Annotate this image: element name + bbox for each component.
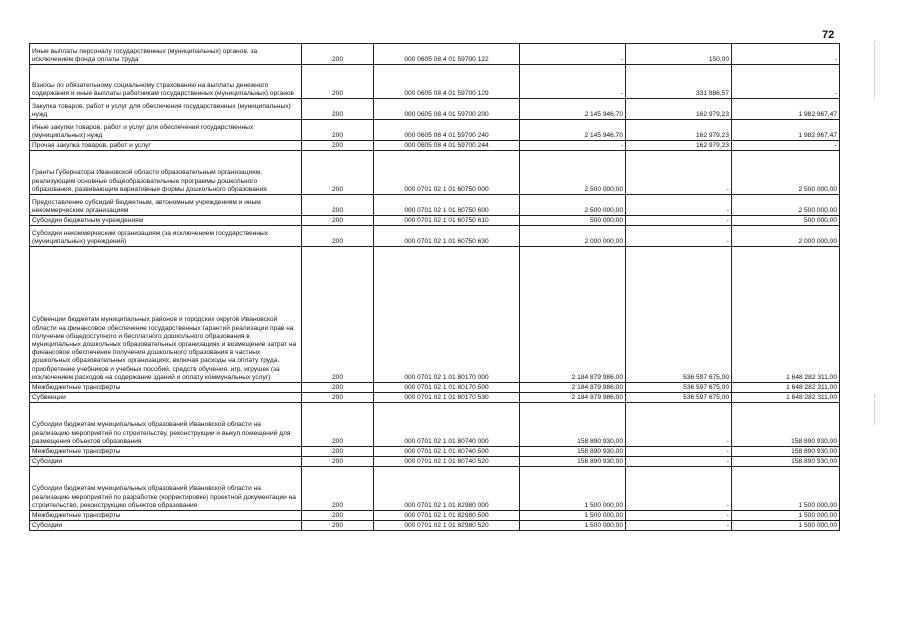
row-value-2: -: [626, 511, 732, 521]
row-value-1: 158 890 930,00: [520, 447, 626, 457]
table-row: [30, 195, 840, 216]
row-name: Межбюджетные трансферты: [30, 511, 302, 521]
row-code: 200: [302, 467, 374, 511]
row-code: 200: [302, 393, 374, 403]
row-name: Субсидии бюджетам муниципальных образований Ивановской области на реализацию мероприятий по строительству, реконструкции и выкуп помещений для размещения объектов образования: [30, 403, 302, 447]
row-value-2: -: [626, 226, 732, 247]
table-row: [30, 216, 840, 226]
row-budget-code: 000 0701 02 1 01 82980 500: [374, 511, 520, 521]
row-value-1: 2 500 000,00: [520, 195, 626, 216]
row-value-3: 158 890 930,00: [732, 403, 840, 447]
row-value-1: 2 145 946,70: [520, 99, 626, 120]
row-code: 200: [302, 457, 374, 467]
row-value-2: -: [626, 216, 732, 226]
table-row: [30, 247, 840, 383]
row-value-1: 158 890 930,00: [520, 457, 626, 467]
row-value-2: 536 597 675,00: [626, 383, 732, 393]
row-budget-code: 000 0605 08 4 01 59700 200: [374, 99, 520, 120]
row-name: Иные выплаты персоналу государственных (муниципальных) органов, за исключением фонда оплаты труда: [30, 44, 302, 65]
row-value-2: -: [626, 195, 732, 216]
row-name: Субсидии: [30, 457, 302, 467]
row-value-2: 536 597 675,00: [626, 393, 732, 403]
row-value-3: -: [732, 65, 840, 99]
row-name: Гранты Губернатора Ивановской области образовательным организациям, реализующим основные общеобразовательные программы дошкольного образования, развивающим вариативные формы дошкольного образования: [30, 151, 302, 195]
row-value-3: 500 000,00: [732, 216, 840, 226]
row-name: Иные закупки товаров, работ и услуг для обеспечения государственных (муниципальных) нужд: [30, 120, 302, 141]
row-value-2: 162 979,23: [626, 141, 732, 151]
row-value-3: 1 982 967,47: [732, 99, 840, 120]
row-code: 200: [302, 99, 374, 120]
row-value-3: 1 648 282 311,00: [732, 393, 840, 403]
row-value-3: 2 500 000,00: [732, 195, 840, 216]
row-code: 200: [302, 403, 374, 447]
row-value-1: 158 890 930,00: [520, 403, 626, 447]
row-name: Субвенции: [30, 393, 302, 403]
row-value-3: 2 500 000,00: [732, 151, 840, 195]
row-value-1: 2 000 000,00: [520, 226, 626, 247]
row-value-3: 1 648 282 311,00: [732, 247, 840, 383]
row-budget-code: 000 0605 08 4 01 59700 122: [374, 44, 520, 65]
row-name: Межбюджетные трансферты: [30, 447, 302, 457]
table-row: [30, 141, 840, 151]
row-value-1: 2 500 000,00: [520, 151, 626, 195]
row-code: 200: [302, 511, 374, 521]
row-budget-code: 000 0701 02 1 01 80170 500: [374, 383, 520, 393]
row-code: 200: [302, 383, 374, 393]
row-name: Субвенции бюджетам муниципальных районов и городских округов Ивановской области на финансовое обеспечение государственных гарантий реализации прав на получение общедоступного и бесплатного дошкольного образования в муниципальных дошкольных образовательных организациях и возмещение затрат на финансовое обеспечение получения дошкольного образования в частных дошкольных образовательных организациях, включая расходы на оплату труда, приобретение учебников и учебных пособий, средств обучения, игр, игрушек (за исключением расходов на содержание зданий и оплату коммунальных услуг): [30, 247, 302, 383]
row-value-2: -: [626, 457, 732, 467]
row-budget-code: 000 0701 02 1 01 80170 000: [374, 247, 520, 383]
row-value-1: 2 145 946,70: [520, 120, 626, 141]
row-value-2: 331 886,57: [626, 65, 732, 99]
row-budget-code: 000 0701 02 1 01 80740 500: [374, 447, 520, 457]
table-row: [30, 457, 840, 467]
row-budget-code: 000 0701 02 1 01 80740 520: [374, 457, 520, 467]
row-value-2: -: [626, 521, 732, 531]
row-value-3: -: [732, 44, 840, 65]
row-budget-code: 000 0701 02 1 01 60750 000: [374, 151, 520, 195]
row-value-1: -: [520, 65, 626, 99]
row-budget-code: 000 0605 08 4 01 59700 244: [374, 141, 520, 151]
table-row: [30, 383, 840, 393]
row-value-2: 162 979,23: [626, 99, 732, 120]
row-code: 200: [302, 247, 374, 383]
row-budget-code: 000 0701 02 1 01 60750 610: [374, 216, 520, 226]
row-name: Субсидии: [30, 521, 302, 531]
table-row: [30, 65, 840, 99]
row-value-1: 2 184 879 986,00: [520, 383, 626, 393]
table-row: [30, 447, 840, 457]
row-budget-code: 000 0701 02 1 01 80170 530: [374, 393, 520, 403]
row-name: Межбюджетные трансферты: [30, 383, 302, 393]
row-value-2: 536 597 675,00: [626, 247, 732, 383]
row-code: 200: [302, 216, 374, 226]
row-name: Прочая закупка товаров, работ и услуг: [30, 141, 302, 151]
row-name: Закупка товаров, работ и услуг для обеспечения государственных (муниципальных) нужд: [30, 99, 302, 120]
row-code: 200: [302, 521, 374, 531]
row-value-1: 1 500 000,00: [520, 521, 626, 531]
table-row: [30, 120, 840, 141]
row-value-3: 158 890 930,00: [732, 447, 840, 457]
row-value-1: 1 500 000,00: [520, 511, 626, 521]
row-budget-code: 000 0605 08 4 01 59700 129: [374, 65, 520, 99]
row-code: 200: [302, 226, 374, 247]
row-value-1: 2 184 879 986,00: [520, 393, 626, 403]
row-name: Субсидии бюджетам муниципальных образований Ивановской области на реализацию мероприятий по разработке (корректировке) проектной документации на строительство, реконструкцию объектов образования: [30, 467, 302, 511]
row-budget-code: 000 0701 02 1 01 60750 630: [374, 226, 520, 247]
row-code: 200: [302, 447, 374, 457]
table-row: [30, 44, 840, 65]
row-value-3: 2 000 000,00: [732, 226, 840, 247]
row-value-1: 2 184 879 986,00: [520, 247, 626, 383]
table-row: [30, 99, 840, 120]
row-value-3: 1 982 967,47: [732, 120, 840, 141]
row-name: Предоставление субсидий бюджетным, автономным учреждениям и иным некоммерческим организациям: [30, 195, 302, 216]
row-value-2: -: [626, 467, 732, 511]
row-code: 200: [302, 44, 374, 65]
row-name: Взносы по обязательному социальному страхованию на выплаты денежного содержания и иные выплаты работникам государственных (муниципальных) органов: [30, 65, 302, 99]
row-code: 200: [302, 120, 374, 141]
row-value-2: -: [626, 447, 732, 457]
row-budget-code: 000 0605 08 4 01 59700 240: [374, 120, 520, 141]
row-value-3: 158 890 930,00: [732, 457, 840, 467]
table-row: [30, 226, 840, 247]
table-row: [30, 393, 840, 403]
page-number: 72: [822, 29, 835, 41]
row-value-1: -: [520, 141, 626, 151]
row-value-3: 1 648 282 311,00: [732, 383, 840, 393]
row-budget-code: 000 0701 02 1 01 82980 520: [374, 521, 520, 531]
row-budget-code: 000 0701 02 1 01 80740 000: [374, 403, 520, 447]
scan-margin-dots: [874, 40, 878, 100]
budget-table: [29, 43, 840, 531]
row-budget-code: 000 0701 02 1 01 60750 600: [374, 195, 520, 216]
row-name: Субсидии некоммерческим организациям (за исключением государственных (муниципальных) учреждений): [30, 226, 302, 247]
table-row: [30, 403, 840, 447]
row-code: 200: [302, 141, 374, 151]
row-value-3: 1 500 000,00: [732, 511, 840, 521]
row-value-2: 150,00: [626, 44, 732, 65]
row-value-2: -: [626, 403, 732, 447]
table-row: [30, 521, 840, 531]
row-code: 200: [302, 195, 374, 216]
row-value-3: -: [732, 141, 840, 151]
row-value-1: 500 000,00: [520, 216, 626, 226]
row-code: 200: [302, 151, 374, 195]
table-row: [30, 151, 840, 195]
row-value-2: 162 979,23: [626, 120, 732, 141]
row-budget-code: 000 0701 02 1 01 82980 000: [374, 467, 520, 511]
row-code: 200: [302, 65, 374, 99]
row-value-1: 1 500 000,00: [520, 467, 626, 511]
row-value-3: 1 500 000,00: [732, 467, 840, 511]
row-value-3: 1 500 000,00: [732, 521, 840, 531]
table-row: [30, 511, 840, 521]
scan-margin-dots: [874, 395, 878, 425]
row-value-2: -: [626, 151, 732, 195]
row-value-1: -: [520, 44, 626, 65]
row-name: Субсидии бюджетным учреждениям: [30, 216, 302, 226]
table-row: [30, 467, 840, 511]
